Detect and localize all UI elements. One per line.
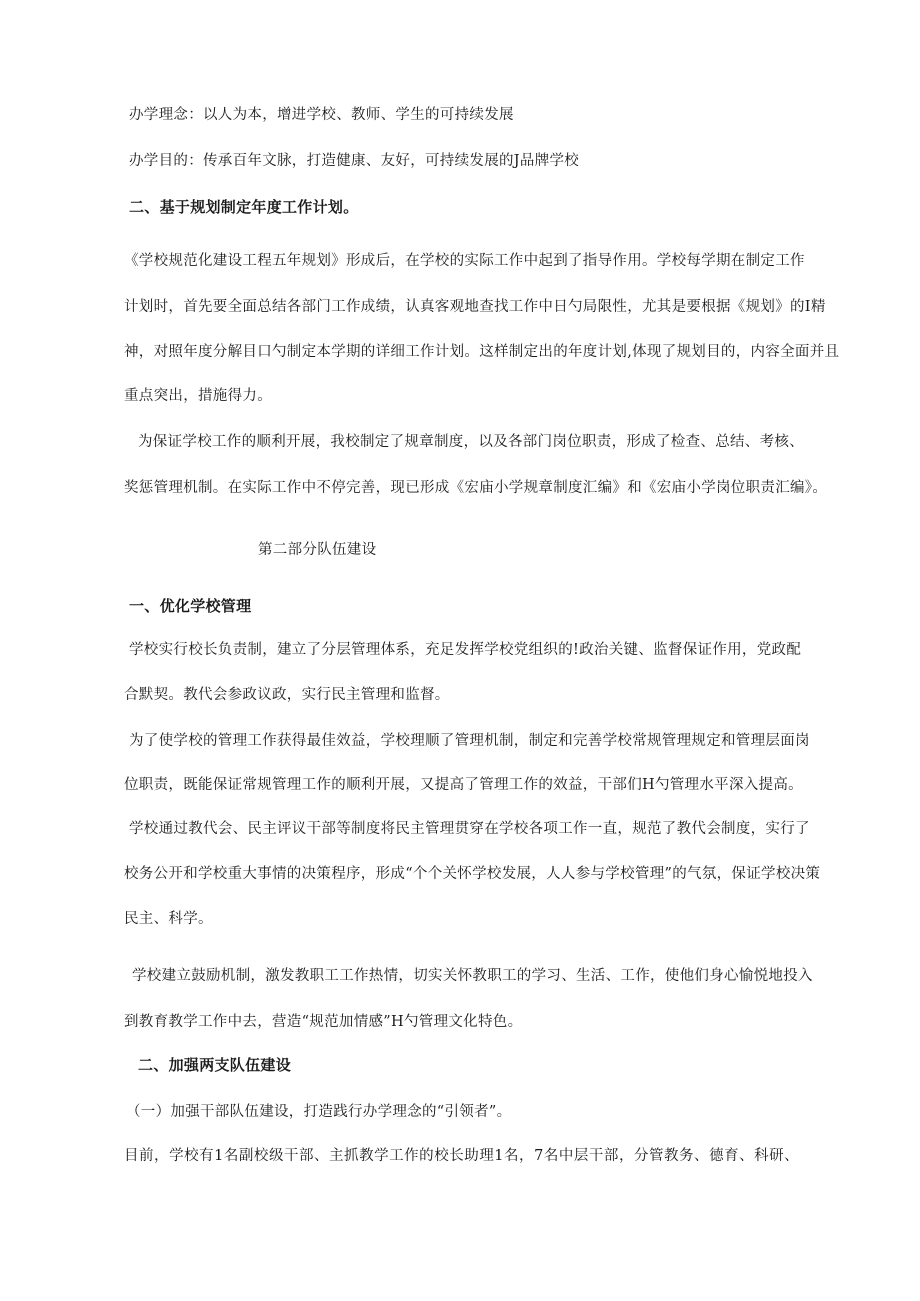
paragraph-line: 到教育教学工作中去，营造“规范加情感”H勺管理文化特色。 (124, 1014, 523, 1030)
paragraph-line: 学校建立鼓励机制，激发教职工工作热情，切实关怀教职工的学习、生活、工作，使他们身心愉悦地投入 (132, 968, 813, 984)
paragraph-line: 合默契。教代会参政议政，实行民主管理和监督。 (124, 687, 450, 703)
paragraph-line: 学校实行校长负责制，建立了分层管理体系，充足发挥学校党组织的!政治关键、监督保证作用，党政配 (129, 642, 802, 658)
paragraph-line: 计划时，首先要全面总结各部门工作成绩，认真客观地查找工作中日勺局限性，尤其是要根据《规划》的I精 (124, 299, 826, 315)
section-heading-two-teams: 二、加强两支队伍建设 (138, 1056, 292, 1074)
paragraph-line: 目前，学校有1名副校级干部、主抓教学工作的校长助理1名，7名中层干部，分管教务、德育、科研、 (124, 1148, 799, 1164)
paragraph-line: 位职责，既能保证常规管理工作的顺利开展，又提高了管理工作的效益，干部们H勺管理水平深入提高。 (124, 777, 803, 793)
paragraph-line: 学校通过教代会、民主评议干部等制度将民主管理贯穿在学校各项工作一直，规范了教代会制度，实行了 (129, 821, 810, 837)
school-goal: 办学目的：传承百年文脉，打造健康、友好，可持续发展的J品牌学校 (129, 153, 580, 169)
school-philosophy: 办学理念：以人为本，增进学校、教师、学生的可持续发展 (129, 107, 514, 123)
paragraph-line: 重点突出，措施得力。 (124, 388, 272, 404)
subsection-heading-cadre-team: （一）加强干部队伍建设，打造践行办学理念的“引领者”。 (126, 1104, 512, 1120)
paragraph-line: 民主、科学。 (124, 911, 213, 927)
paragraph-line: 《学校规范化建设工程五年规划》形成后，在学校的实际工作中起到了指导作用。学校每学期在制定工作 (124, 253, 805, 269)
section-heading-annual-plan: 二、基于规划制定年度工作计划。 (129, 198, 359, 216)
paragraph-line: 神，对照年度分解目口勺制定本学期的详细工作计划。这样制定出的年度计划,体现了规划目的，内容全面并且 (124, 344, 840, 360)
paragraph-line: 校务公开和学校重大事情的决策程序，形成“个个关怀学校发展，人人参与学校管理”的气氛，保证学校决策 (124, 866, 821, 882)
part-heading-team-building: 第二部分队伍建设 (258, 542, 377, 558)
paragraph-line: 为了使学校的管理工作获得最佳效益，学校理顺了管理机制，制定和完善学校常规管理规定和管理层面岗 (129, 733, 810, 749)
section-heading-optimize-management: 一、优化学校管理 (129, 597, 252, 615)
paragraph-line: 奖惩管理机制。在实际工作中不停完善，现已形成《宏庙小学规章制度汇编》和《宏庙小学岗位职责汇编》。 (124, 480, 828, 496)
paragraph-line: 为保证学校工作的顺利开展，我校制定了规章制度，以及各部门岗位职责，形成了检查、总结、考核、 (138, 434, 804, 450)
